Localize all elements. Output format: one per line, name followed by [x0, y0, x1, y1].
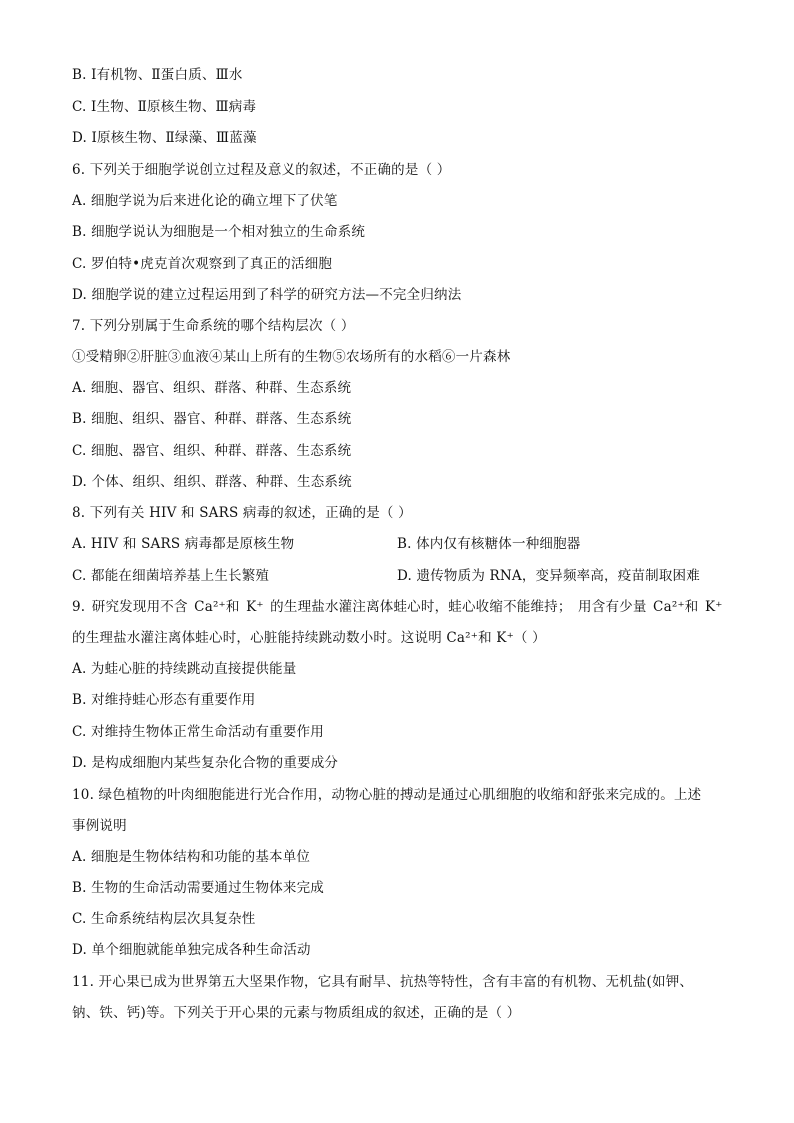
q10-stem-line1: 10. 绿色植物的叶肉细胞能进行光合作用，动物心脏的搏动是通过心肌细胞的收缩和舒张来完成的。上述 — [72, 787, 702, 803]
q8-option-b: B. 体内仅有核糖体一种细胞器 — [397, 536, 581, 552]
q7-option-d: D. 个体、组织、组织、群落、种群、生态系统 — [72, 474, 352, 490]
q8-option-d: D. 遗传物质为 RNA，变异频率高，疫苗制取困难 — [397, 568, 700, 584]
q5-option-c: C. Ⅰ生物、Ⅱ原核生物、Ⅲ病毒 — [72, 99, 257, 115]
q6-option-b: B. 细胞学说认为细胞是一个相对独立的生命系统 — [72, 224, 366, 240]
q9-option-b: B. 对维持蛙心形态有重要作用 — [72, 692, 256, 708]
q7-option-b: B. 细胞、组织、器官、种群、群落、生态系统 — [72, 411, 352, 427]
q5-option-b: B. Ⅰ有机物、Ⅱ蛋白质、Ⅲ水 — [72, 67, 243, 83]
q10-option-c: C. 生命系统结构层次具复杂性 — [72, 911, 256, 927]
q9-option-d: D. 是构成细胞内某些复杂化合物的重要成分 — [72, 755, 339, 771]
q8-stem: 8. 下列有关 HIV 和 SARS 病毒的叙述，正确的是（ ） — [72, 505, 412, 521]
q7-option-a: A. 细胞、器官、组织、群落、种群、生态系统 — [72, 380, 352, 396]
q9-stem-line1: 9. 研究发现用不含 Ca²⁺和 K⁺ 的生理盐水灌注离体蛙心时，蛙心收缩不能维持； 用含有少量 Ca²⁺和 K⁺ — [72, 599, 723, 615]
q10-option-b: B. 生物的生命活动需要通过生物体来完成 — [72, 880, 325, 896]
q11-stem-line1: 11. 开心果已成为世界第五大坚果作物，它具有耐旱、抗热等特性，含有丰富的有机物、无机盐(如钾、 — [72, 974, 694, 990]
q8-option-a: A. HIV 和 SARS 病毒都是原核生物 — [72, 536, 295, 552]
q10-option-a: A. 细胞是生物体结构和功能的基本单位 — [72, 849, 311, 865]
q6-stem: 6. 下列关于细胞学说创立过程及意义的叙述，不正确的是（ ） — [72, 162, 451, 178]
q9-stem-line2: 的生理盐水灌注离体蛙心时，心脏能持续跳动数小时。这说明 Ca²⁺和 K⁺（ ） — [72, 630, 546, 646]
q9-option-c: C. 对维持生物体正常生命活动有重要作用 — [72, 724, 324, 740]
q6-option-c: C. 罗伯特•虎克首次观察到了真正的活细胞 — [72, 256, 333, 272]
q9-option-a: A. 为蛙心脏的持续跳动直接提供能量 — [72, 661, 297, 677]
q7-items: ①受精卵②肝脏③血液④某山上所有的生物⑤农场所有的水稻⑥一片森林 — [72, 349, 511, 365]
q6-option-d: D. 细胞学说的建立过程运用到了科学的研究方法—不完全归纳法 — [72, 287, 462, 303]
q8-option-c: C. 都能在细菌培养基上生长繁殖 — [72, 568, 270, 584]
q5-option-d: D. Ⅰ原核生物、Ⅱ绿藻、Ⅲ蓝藻 — [72, 130, 257, 146]
q6-option-a: A. 细胞学说为后来进化论的确立埋下了伏笔 — [72, 193, 338, 209]
q7-option-c: C. 细胞、器官、组织、种群、群落、生态系统 — [72, 443, 352, 459]
q10-option-d: D. 单个细胞就能单独完成各种生命活动 — [72, 942, 311, 958]
q10-stem-line2: 事例说明 — [72, 818, 127, 834]
q7-stem: 7. 下列分别属于生命系统的哪个结构层次（ ） — [72, 318, 355, 334]
q11-stem-line2: 钠、铁、钙)等。下列关于开心果的元素与物质组成的叙述，正确的是（ ） — [72, 1005, 521, 1021]
